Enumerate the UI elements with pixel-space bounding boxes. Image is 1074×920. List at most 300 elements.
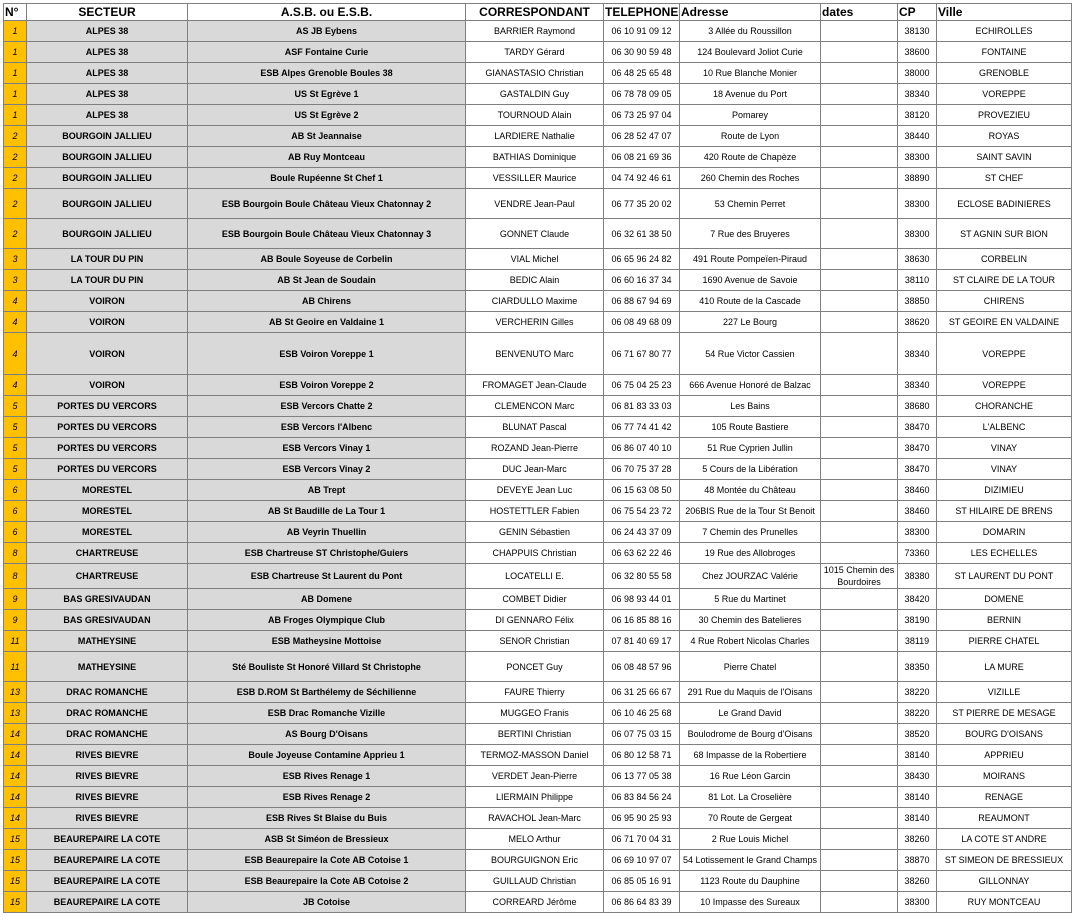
cell-secteur[interactable]: VOIRON — [27, 333, 188, 375]
cell-cp[interactable]: 38520 — [898, 724, 937, 745]
cell-dates[interactable] — [821, 682, 898, 703]
cell-ville[interactable]: GRENOBLE — [937, 63, 1072, 84]
header-no[interactable]: N° — [4, 4, 27, 21]
cell-correspondant[interactable]: BENVENUTO Marc — [466, 333, 604, 375]
cell-ville[interactable]: FONTAINE — [937, 42, 1072, 63]
cell-asb[interactable]: ESB Rives Renage 1 — [188, 766, 466, 787]
cell-asb[interactable]: ESB Voiron Voreppe 1 — [188, 333, 466, 375]
cell-telephone[interactable]: 06 83 84 56 24 — [604, 787, 680, 808]
cell-asb[interactable]: ESB Beaurepaire la Cote AB Cotoise 2 — [188, 871, 466, 892]
table-row[interactable] — [4, 724, 1072, 745]
cell-dates[interactable] — [821, 291, 898, 312]
cell-correspondant[interactable]: CLEMENCON Marc — [466, 396, 604, 417]
cell-correspondant[interactable]: VESSILLER Maurice — [466, 168, 604, 189]
table-row[interactable] — [4, 829, 1072, 850]
cell-ville[interactable]: PIERRE CHATEL — [937, 631, 1072, 652]
cell-correspondant[interactable]: VERDET Jean-Pierre — [466, 766, 604, 787]
cell-adresse[interactable]: 54 Lotissement le Grand Champs — [680, 850, 821, 871]
cell-dates[interactable] — [821, 84, 898, 105]
cell-secteur[interactable]: BOURGOIN JALLIEU — [27, 126, 188, 147]
cell-cp[interactable]: 38340 — [898, 84, 937, 105]
cell-telephone[interactable]: 06 81 83 33 03 — [604, 396, 680, 417]
cell-correspondant[interactable]: TARDY Gérard — [466, 42, 604, 63]
cell-ville[interactable]: VINAY — [937, 459, 1072, 480]
cell-telephone[interactable]: 04 74 92 46 61 — [604, 168, 680, 189]
cell-secteur[interactable]: CHARTREUSE — [27, 564, 188, 589]
cell-cp[interactable]: 38620 — [898, 312, 937, 333]
cell-no[interactable]: 1 — [4, 42, 27, 63]
cell-adresse[interactable]: 124 Boulevard Joliot Curie — [680, 42, 821, 63]
cell-adresse[interactable]: 48 Montée du Château — [680, 480, 821, 501]
cell-correspondant[interactable]: ROZAND Jean-Pierre — [466, 438, 604, 459]
cell-no[interactable]: 3 — [4, 249, 27, 270]
cell-correspondant[interactable]: TERMOZ-MASSON Daniel — [466, 745, 604, 766]
cell-ville[interactable]: RENAGE — [937, 787, 1072, 808]
cell-cp[interactable]: 38220 — [898, 682, 937, 703]
cell-correspondant[interactable]: CORREARD Jérôme — [466, 892, 604, 913]
cell-no[interactable]: 2 — [4, 189, 27, 219]
table-row[interactable] — [4, 787, 1072, 808]
cell-adresse[interactable]: 1123 Route du Dauphine — [680, 871, 821, 892]
cell-cp[interactable]: 38430 — [898, 766, 937, 787]
cell-ville[interactable]: DIZIMIEU — [937, 480, 1072, 501]
cell-secteur[interactable]: RIVES BIEVRE — [27, 808, 188, 829]
cell-adresse[interactable]: 7 Rue des Bruyeres — [680, 219, 821, 249]
cell-secteur[interactable]: BOURGOIN JALLIEU — [27, 189, 188, 219]
cell-telephone[interactable]: 06 07 75 03 15 — [604, 724, 680, 745]
cell-telephone[interactable]: 06 71 67 80 77 — [604, 333, 680, 375]
table-row[interactable] — [4, 871, 1072, 892]
cell-ville[interactable]: CHORANCHE — [937, 396, 1072, 417]
cell-cp[interactable]: 38300 — [898, 892, 937, 913]
table-row[interactable] — [4, 631, 1072, 652]
table-row[interactable] — [4, 270, 1072, 291]
cell-dates[interactable] — [821, 189, 898, 219]
table-row[interactable] — [4, 84, 1072, 105]
cell-asb[interactable]: AS JB Eybens — [188, 21, 466, 42]
cell-cp[interactable]: 38120 — [898, 105, 937, 126]
cell-asb[interactable]: ESB Voiron Voreppe 2 — [188, 375, 466, 396]
cell-correspondant[interactable]: RAVACHOL Jean-Marc — [466, 808, 604, 829]
cell-dates[interactable]: 1015 Chemin des Bourdoires — [821, 564, 898, 589]
cell-asb[interactable]: ESB D.ROM St Barthélemy de Séchilienne — [188, 682, 466, 703]
cell-cp[interactable]: 38220 — [898, 703, 937, 724]
table-row[interactable] — [4, 333, 1072, 375]
cell-secteur[interactable]: BEAUREPAIRE LA COTE — [27, 892, 188, 913]
cell-no[interactable]: 11 — [4, 652, 27, 682]
cell-dates[interactable] — [821, 333, 898, 375]
header-cp[interactable]: CP — [898, 4, 937, 21]
cell-ville[interactable]: L'ALBENC — [937, 417, 1072, 438]
cell-no[interactable]: 14 — [4, 724, 27, 745]
cell-no[interactable]: 11 — [4, 631, 27, 652]
cell-dates[interactable] — [821, 396, 898, 417]
cell-telephone[interactable]: 06 95 90 25 93 — [604, 808, 680, 829]
cell-ville[interactable]: ST CLAIRE DE LA TOUR — [937, 270, 1072, 291]
cell-telephone[interactable]: 06 31 25 66 67 — [604, 682, 680, 703]
cell-secteur[interactable]: RIVES BIEVRE — [27, 745, 188, 766]
cell-dates[interactable] — [821, 589, 898, 610]
cell-dates[interactable] — [821, 610, 898, 631]
cell-secteur[interactable]: VOIRON — [27, 375, 188, 396]
cell-no[interactable]: 8 — [4, 564, 27, 589]
table-row[interactable] — [4, 249, 1072, 270]
cell-cp[interactable]: 38870 — [898, 850, 937, 871]
table-row[interactable] — [4, 892, 1072, 913]
cell-asb[interactable]: ESB Alpes Grenoble Boules 38 — [188, 63, 466, 84]
cell-cp[interactable]: 38000 — [898, 63, 937, 84]
cell-secteur[interactable]: MORESTEL — [27, 501, 188, 522]
cell-telephone[interactable]: 07 81 40 69 17 — [604, 631, 680, 652]
cell-adresse[interactable]: 5 Rue du Martinet — [680, 589, 821, 610]
cell-telephone[interactable]: 06 65 96 24 82 — [604, 249, 680, 270]
cell-secteur[interactable]: BEAUREPAIRE LA COTE — [27, 871, 188, 892]
cell-no[interactable]: 9 — [4, 610, 27, 631]
table-row[interactable] — [4, 589, 1072, 610]
cell-adresse[interactable]: 4 Rue Robert Nicolas Charles — [680, 631, 821, 652]
cell-telephone[interactable]: 06 60 16 37 34 — [604, 270, 680, 291]
cell-asb[interactable]: AB St Jeannaise — [188, 126, 466, 147]
cell-no[interactable]: 3 — [4, 270, 27, 291]
cell-no[interactable]: 2 — [4, 219, 27, 249]
cell-asb[interactable]: ESB Vercors Vinay 1 — [188, 438, 466, 459]
cell-ville[interactable]: LES ECHELLES — [937, 543, 1072, 564]
cell-correspondant[interactable]: LARDIERE Nathalie — [466, 126, 604, 147]
cell-no[interactable]: 4 — [4, 375, 27, 396]
cell-correspondant[interactable]: BLUNAT Pascal — [466, 417, 604, 438]
cell-dates[interactable] — [821, 850, 898, 871]
cell-adresse[interactable]: Le Grand David — [680, 703, 821, 724]
cell-telephone[interactable]: 06 08 48 57 96 — [604, 652, 680, 682]
cell-no[interactable]: 5 — [4, 417, 27, 438]
cell-ville[interactable]: DOMARIN — [937, 522, 1072, 543]
cell-asb[interactable]: JB Cotoise — [188, 892, 466, 913]
cell-secteur[interactable]: VOIRON — [27, 291, 188, 312]
cell-dates[interactable] — [821, 219, 898, 249]
cell-adresse[interactable]: 260 Chemin des Roches — [680, 168, 821, 189]
cell-no[interactable]: 5 — [4, 438, 27, 459]
cell-adresse[interactable]: 19 Rue des Allobroges — [680, 543, 821, 564]
cell-no[interactable]: 4 — [4, 333, 27, 375]
cell-adresse[interactable]: 420 Route de Chapèze — [680, 147, 821, 168]
table-row[interactable] — [4, 745, 1072, 766]
cell-no[interactable]: 14 — [4, 808, 27, 829]
cell-asb[interactable]: ESB Vercors l'Albenc — [188, 417, 466, 438]
cell-ville[interactable]: MOIRANS — [937, 766, 1072, 787]
cell-correspondant[interactable]: GUILLAUD Christian — [466, 871, 604, 892]
cell-secteur[interactable]: PORTES DU VERCORS — [27, 438, 188, 459]
cell-asb[interactable]: AB Froges Olympique Club — [188, 610, 466, 631]
cell-telephone[interactable]: 06 28 52 47 07 — [604, 126, 680, 147]
cell-telephone[interactable]: 06 88 67 94 69 — [604, 291, 680, 312]
cell-correspondant[interactable]: TOURNOUD Alain — [466, 105, 604, 126]
cell-correspondant[interactable]: LOCATELLI E. — [466, 564, 604, 589]
cell-asb[interactable]: ESB Beaurepaire la Cote AB Cotoise 1 — [188, 850, 466, 871]
cell-asb[interactable]: ESB Chartreuse ST Christophe/Guiers — [188, 543, 466, 564]
cell-telephone[interactable]: 06 30 90 59 48 — [604, 42, 680, 63]
table-row[interactable] — [4, 652, 1072, 682]
cell-adresse[interactable]: Boulodrome de Bourg d'Oisans — [680, 724, 821, 745]
cell-no[interactable]: 1 — [4, 21, 27, 42]
table-row[interactable] — [4, 480, 1072, 501]
cell-ville[interactable]: ECHIROLLES — [937, 21, 1072, 42]
cell-asb[interactable]: ASB St Siméon de Bressieux — [188, 829, 466, 850]
cell-asb[interactable]: AB Trept — [188, 480, 466, 501]
cell-asb[interactable]: Boule Rupéenne St Chef 1 — [188, 168, 466, 189]
cell-ville[interactable]: ST HILAIRE DE BRENS — [937, 501, 1072, 522]
cell-dates[interactable] — [821, 631, 898, 652]
cell-correspondant[interactable]: VERCHERIN Gilles — [466, 312, 604, 333]
cell-cp[interactable]: 38380 — [898, 564, 937, 589]
cell-no[interactable]: 15 — [4, 829, 27, 850]
cell-secteur[interactable]: LA TOUR DU PIN — [27, 270, 188, 291]
cell-dates[interactable] — [821, 892, 898, 913]
cell-no[interactable]: 2 — [4, 147, 27, 168]
cell-secteur[interactable]: BOURGOIN JALLIEU — [27, 147, 188, 168]
cell-dates[interactable] — [821, 787, 898, 808]
cell-secteur[interactable]: ALPES 38 — [27, 84, 188, 105]
cell-telephone[interactable]: 06 13 77 05 38 — [604, 766, 680, 787]
cell-asb[interactable]: ESB Drac Romanche Vizille — [188, 703, 466, 724]
cell-dates[interactable] — [821, 766, 898, 787]
cell-no[interactable]: 15 — [4, 850, 27, 871]
cell-asb[interactable]: ASF Fontaine Curie — [188, 42, 466, 63]
cell-ville[interactable]: VINAY — [937, 438, 1072, 459]
cell-dates[interactable] — [821, 21, 898, 42]
cell-cp[interactable]: 38470 — [898, 459, 937, 480]
cell-correspondant[interactable]: LIERMAIN Philippe — [466, 787, 604, 808]
cell-cp[interactable]: 38340 — [898, 375, 937, 396]
cell-asb[interactable]: ESB Rives St Blaise du Buis — [188, 808, 466, 829]
header-secteur[interactable]: SECTEUR — [27, 4, 188, 21]
table-row[interactable] — [4, 312, 1072, 333]
cell-correspondant[interactable]: VENDRE Jean-Paul — [466, 189, 604, 219]
cell-cp[interactable]: 38440 — [898, 126, 937, 147]
cell-asb[interactable]: AB Chirens — [188, 291, 466, 312]
cell-dates[interactable] — [821, 808, 898, 829]
table-row[interactable] — [4, 850, 1072, 871]
cell-telephone[interactable]: 06 48 25 65 48 — [604, 63, 680, 84]
cell-ville[interactable]: DOMENE — [937, 589, 1072, 610]
cell-no[interactable]: 13 — [4, 703, 27, 724]
table-row[interactable] — [4, 147, 1072, 168]
cell-cp[interactable]: 38140 — [898, 745, 937, 766]
cell-secteur[interactable]: RIVES BIEVRE — [27, 766, 188, 787]
cell-secteur[interactable]: BAS GRESIVAUDAN — [27, 610, 188, 631]
cell-no[interactable]: 15 — [4, 871, 27, 892]
cell-secteur[interactable]: BOURGOIN JALLIEU — [27, 219, 188, 249]
cell-adresse[interactable]: 491 Route Pompeïen-Piraud — [680, 249, 821, 270]
cell-adresse[interactable]: 410 Route de la Cascade — [680, 291, 821, 312]
cell-no[interactable]: 14 — [4, 745, 27, 766]
cell-correspondant[interactable]: VIAL Michel — [466, 249, 604, 270]
cell-dates[interactable] — [821, 270, 898, 291]
cell-dates[interactable] — [821, 438, 898, 459]
cell-secteur[interactable]: BEAUREPAIRE LA COTE — [27, 829, 188, 850]
cell-telephone[interactable]: 06 24 43 37 09 — [604, 522, 680, 543]
table-row[interactable] — [4, 291, 1072, 312]
cell-correspondant[interactable]: GIANASTASIO Christian — [466, 63, 604, 84]
cell-ville[interactable]: ECLOSE BADINIERES — [937, 189, 1072, 219]
cell-ville[interactable]: ST GEOIRE EN VALDAINE — [937, 312, 1072, 333]
cell-cp[interactable]: 38350 — [898, 652, 937, 682]
table-row[interactable] — [4, 703, 1072, 724]
cell-telephone[interactable]: 06 80 12 58 71 — [604, 745, 680, 766]
cell-correspondant[interactable]: HOSTETTLER Fabien — [466, 501, 604, 522]
cell-asb[interactable]: ESB Bourgoin Boule Château Vieux Chatonnay 3 — [188, 219, 466, 249]
cell-telephone[interactable]: 06 70 75 37 28 — [604, 459, 680, 480]
cell-telephone[interactable]: 06 86 64 83 39 — [604, 892, 680, 913]
cell-correspondant[interactable]: PONCET Guy — [466, 652, 604, 682]
cell-cp[interactable]: 38190 — [898, 610, 937, 631]
header-dates[interactable]: dates — [821, 4, 898, 21]
cell-dates[interactable] — [821, 312, 898, 333]
cell-correspondant[interactable]: BERTINI Christian — [466, 724, 604, 745]
cell-adresse[interactable]: 53 Chemin Perret — [680, 189, 821, 219]
cell-dates[interactable] — [821, 543, 898, 564]
cell-correspondant[interactable]: SENOR Christian — [466, 631, 604, 652]
cell-no[interactable]: 14 — [4, 766, 27, 787]
cell-dates[interactable] — [821, 417, 898, 438]
cell-cp[interactable]: 38890 — [898, 168, 937, 189]
table-row[interactable] — [4, 396, 1072, 417]
cell-correspondant[interactable]: BATHIAS Dominique — [466, 147, 604, 168]
cell-cp[interactable]: 38680 — [898, 396, 937, 417]
cell-correspondant[interactable]: FAURE Thierry — [466, 682, 604, 703]
table-row[interactable] — [4, 168, 1072, 189]
cell-cp[interactable]: 38470 — [898, 417, 937, 438]
cell-telephone[interactable]: 06 75 04 25 23 — [604, 375, 680, 396]
cell-secteur[interactable]: PORTES DU VERCORS — [27, 417, 188, 438]
cell-correspondant[interactable]: BEDIC Alain — [466, 270, 604, 291]
cell-no[interactable]: 13 — [4, 682, 27, 703]
cell-no[interactable]: 14 — [4, 787, 27, 808]
table-row[interactable] — [4, 21, 1072, 42]
cell-ville[interactable]: ST PIERRE DE MESAGE — [937, 703, 1072, 724]
table-row[interactable] — [4, 417, 1072, 438]
cell-adresse[interactable]: 206BIS Rue de la Tour St Benoit — [680, 501, 821, 522]
cell-secteur[interactable]: DRAC ROMANCHE — [27, 703, 188, 724]
header-ville[interactable]: Ville — [937, 4, 1072, 21]
cell-cp[interactable]: 38130 — [898, 21, 937, 42]
cell-dates[interactable] — [821, 703, 898, 724]
cell-telephone[interactable]: 06 77 74 41 42 — [604, 417, 680, 438]
header-asb[interactable]: A.S.B. ou E.S.B. — [188, 4, 466, 21]
cell-no[interactable]: 5 — [4, 459, 27, 480]
cell-adresse[interactable]: 666 Avenue Honoré de Balzac — [680, 375, 821, 396]
cell-cp[interactable]: 38140 — [898, 808, 937, 829]
header-adresse[interactable]: Adresse — [680, 4, 821, 21]
cell-dates[interactable] — [821, 147, 898, 168]
cell-adresse[interactable]: 10 Rue Blanche Monier — [680, 63, 821, 84]
header-correspondant[interactable]: CORRESPONDANT — [466, 4, 604, 21]
cell-correspondant[interactable]: FROMAGET Jean-Claude — [466, 375, 604, 396]
cell-no[interactable]: 1 — [4, 63, 27, 84]
cell-telephone[interactable]: 06 16 85 88 16 — [604, 610, 680, 631]
table-row[interactable] — [4, 42, 1072, 63]
cell-adresse[interactable]: 105 Route Bastiere — [680, 417, 821, 438]
cell-asb[interactable]: AB St Jean de Soudain — [188, 270, 466, 291]
cell-telephone[interactable]: 06 85 05 16 91 — [604, 871, 680, 892]
cell-ville[interactable]: ST CHEF — [937, 168, 1072, 189]
table-row[interactable] — [4, 610, 1072, 631]
table-row[interactable] — [4, 543, 1072, 564]
table-row[interactable] — [4, 219, 1072, 249]
cell-dates[interactable] — [821, 375, 898, 396]
cell-cp[interactable]: 38850 — [898, 291, 937, 312]
cell-telephone[interactable]: 06 86 07 40 10 — [604, 438, 680, 459]
cell-cp[interactable]: 38300 — [898, 219, 937, 249]
cell-telephone[interactable]: 06 08 49 68 09 — [604, 312, 680, 333]
cell-cp[interactable]: 38300 — [898, 522, 937, 543]
cell-secteur[interactable]: MORESTEL — [27, 480, 188, 501]
cell-asb[interactable]: ESB Vercors Chatte 2 — [188, 396, 466, 417]
cell-adresse[interactable]: 227 Le Bourg — [680, 312, 821, 333]
cell-asb[interactable]: AB Domene — [188, 589, 466, 610]
cell-adresse[interactable]: 10 Impasse des Sureaux — [680, 892, 821, 913]
cell-dates[interactable] — [821, 105, 898, 126]
cell-no[interactable]: 1 — [4, 105, 27, 126]
cell-secteur[interactable]: RIVES BIEVRE — [27, 787, 188, 808]
cell-dates[interactable] — [821, 829, 898, 850]
cell-correspondant[interactable]: CIARDULLO Maxime — [466, 291, 604, 312]
cell-no[interactable]: 4 — [4, 291, 27, 312]
cell-adresse[interactable]: 70 Route de Gergeat — [680, 808, 821, 829]
cell-telephone[interactable]: 06 73 25 97 04 — [604, 105, 680, 126]
cell-no[interactable]: 1 — [4, 84, 27, 105]
table-row[interactable] — [4, 105, 1072, 126]
cell-cp[interactable]: 38420 — [898, 589, 937, 610]
cell-cp[interactable]: 38300 — [898, 147, 937, 168]
cell-adresse[interactable]: 18 Avenue du Port — [680, 84, 821, 105]
cell-correspondant[interactable]: GONNET Claude — [466, 219, 604, 249]
cell-cp[interactable]: 38600 — [898, 42, 937, 63]
cell-asb[interactable]: US St Egrève 2 — [188, 105, 466, 126]
header-telephone[interactable]: TELEPHONE — [605, 5, 679, 19]
cell-telephone[interactable]: 06 69 10 97 07 — [604, 850, 680, 871]
cell-telephone[interactable]: 06 75 54 23 72 — [604, 501, 680, 522]
cell-cp[interactable]: 38340 — [898, 333, 937, 375]
cell-cp[interactable]: 38260 — [898, 829, 937, 850]
cell-ville[interactable]: LA MURE — [937, 652, 1072, 682]
cell-dates[interactable] — [821, 168, 898, 189]
cell-asb[interactable]: AB St Baudille de La Tour 1 — [188, 501, 466, 522]
cell-adresse[interactable]: Les Bains — [680, 396, 821, 417]
cell-asb[interactable]: ESB Bourgoin Boule Château Vieux Chatonnay 2 — [188, 189, 466, 219]
cell-no[interactable]: 6 — [4, 501, 27, 522]
cell-dates[interactable] — [821, 63, 898, 84]
cell-cp[interactable]: 38470 — [898, 438, 937, 459]
cell-adresse[interactable]: 291 Rue du Maquis de l'Oisans — [680, 682, 821, 703]
cell-adresse[interactable]: Pierre Chatel — [680, 652, 821, 682]
cell-secteur[interactable]: LA TOUR DU PIN — [27, 249, 188, 270]
cell-secteur[interactable]: MORESTEL — [27, 522, 188, 543]
cell-ville[interactable]: BOURG D'OISANS — [937, 724, 1072, 745]
cell-asb[interactable]: US St Egrève 1 — [188, 84, 466, 105]
cell-telephone[interactable]: 06 32 80 55 58 — [604, 564, 680, 589]
cell-adresse[interactable]: 7 Chemin des Prunelles — [680, 522, 821, 543]
cell-no[interactable]: 5 — [4, 396, 27, 417]
table-row[interactable] — [4, 189, 1072, 219]
cell-adresse[interactable]: 5 Cours de la Libération — [680, 459, 821, 480]
cell-adresse[interactable]: 30 Chemin des Batelieres — [680, 610, 821, 631]
cell-asb[interactable]: ESB Matheysine Mottoise — [188, 631, 466, 652]
cell-ville[interactable]: ST LAURENT DU PONT — [937, 564, 1072, 589]
cell-no[interactable]: 6 — [4, 522, 27, 543]
cell-no[interactable]: 4 — [4, 312, 27, 333]
cell-adresse[interactable]: Route de Lyon — [680, 126, 821, 147]
cell-asb[interactable]: ESB Rives Renage 2 — [188, 787, 466, 808]
